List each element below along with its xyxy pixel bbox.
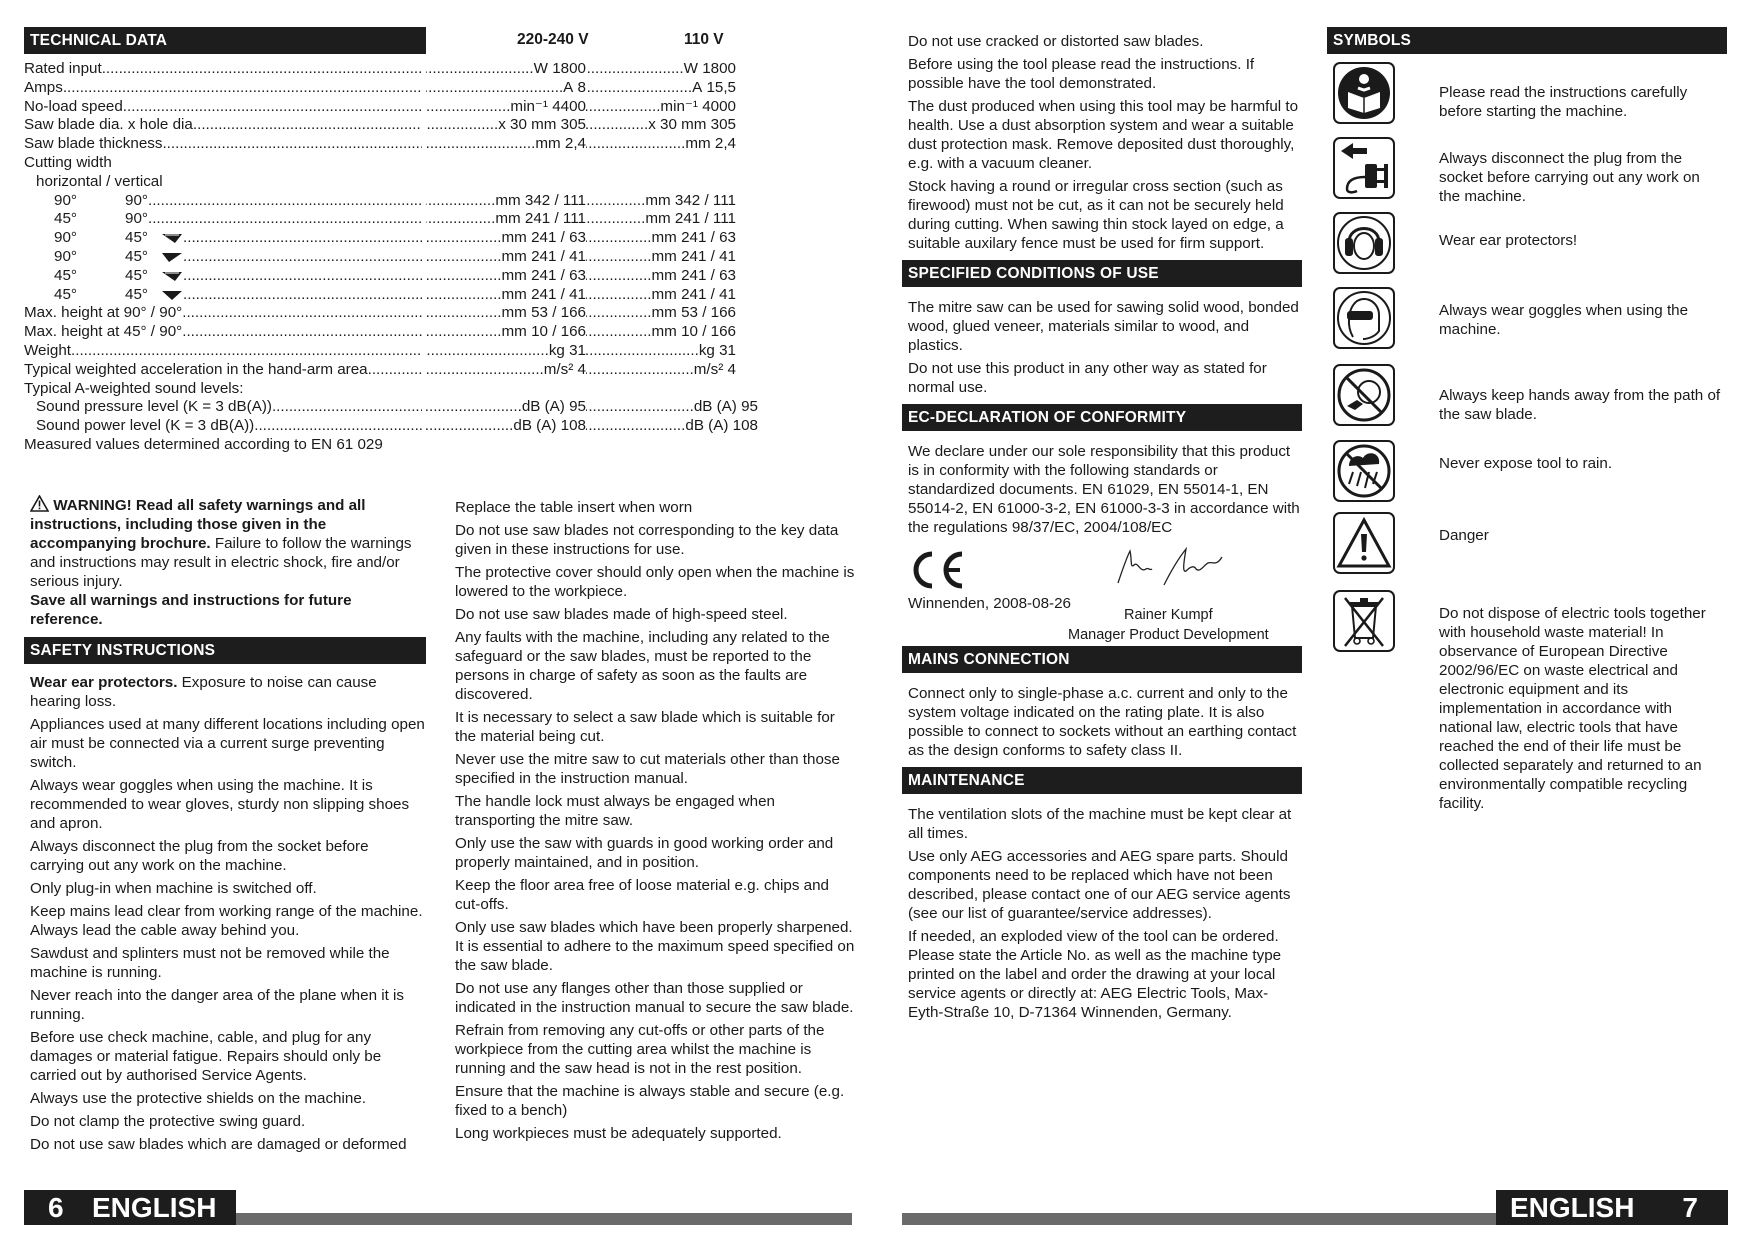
maintenance-item: If needed, an exploded view of the tool can be ordered. Please state the Article No. as well as the machine type printed on the label and order the drawing at your local service agents or directly at: AEG Electric Tools, Max-Eyth-Straße 10, D-71364 Winnenden, Germany.: [908, 928, 1282, 1021]
safety-item: Never reach into the danger area of the plane when it is running.: [30, 987, 405, 1023]
tech-row: Sound pressure level (K = 3 dB(A)) ..... 95 dB (A) ..... 95 dB (A) .....: [24, 398, 764, 417]
safety-item: Keep mains lead clear from working range of the machine. Always lead the cable away behind you.: [30, 903, 423, 939]
angle-row: 45° 45° ..... 63 / 241 mm ..... 63 / 241 mm .....: [24, 267, 764, 286]
signer-role: Manager Product Development: [1068, 627, 1269, 643]
tech-row: Typical weighted acceleration in the hand-arm area ..... 4 m/s² ..... 4 m/s² .....: [24, 361, 764, 380]
technical-data-section: [24, 27, 764, 455]
maintenance-item: Use only AEG accessories and AEG spare parts. Should components need to be replaced which have not been described, please contact one of our AEG service agents (see our list of guarantee/service addresses).: [908, 848, 1291, 922]
bevel-right-icon: [161, 251, 183, 263]
safety-item: It is necessary to select a saw blade which is suitable for the material being cut.: [455, 709, 835, 745]
safety-item: Sawdust and splinters must not be removed while the machine is running.: [30, 945, 390, 981]
voltage-col1-head: 220-240 V: [517, 31, 589, 48]
maintenance-item: The ventilation slots of the machine must be kept clear at all times.: [908, 806, 1292, 842]
safety-section: [24, 495, 426, 1158]
safety-item: Do not use saw blades not corresponding to the key data given in these instructions for use.: [455, 522, 839, 558]
symbol-item: [1327, 287, 1727, 364]
bevel-left-icon: [161, 270, 183, 282]
danger-icon: [1333, 512, 1395, 574]
language-label: ENGLISH: [92, 1192, 217, 1223]
ce-mark-icon: [908, 549, 968, 591]
warning-triangle-icon: [30, 495, 49, 512]
footer-right: [902, 1190, 1728, 1225]
right-page-main-column: [902, 32, 1302, 1026]
angle-row: 45° 90° ..... 111 / 241 mm ..... 111 / 241 mm .....: [24, 210, 764, 229]
footer-label-box: [1496, 1190, 1728, 1225]
safety-item: Appliances used at many different locations including open air must be connected via a current surge preventing switch.: [30, 716, 425, 771]
signature-block: [902, 543, 1302, 643]
safety-item: Do not use any flanges other than those supplied or indicated in the instruction manual to secure the saw blade.: [455, 980, 854, 1016]
safety-item: Do not use saw blades which are damaged or deformed: [30, 1136, 407, 1153]
safety-item: Do not use cracked or distorted saw blades.: [908, 33, 1204, 50]
symbol-text: Always wear goggles when using the machine.: [1439, 302, 1689, 338]
signature-image: [1112, 543, 1232, 591]
maintenance-title: MAINTENANCE: [902, 767, 1302, 794]
safety-item: The handle lock must always be engaged when transporting the mitre saw.: [455, 793, 775, 829]
angle-row: 90° 45° ..... 41 / 241 mm ..... 41 / 241 mm .....: [24, 248, 764, 267]
mains-connection-text: Connect only to single-phase a.c. current and only to the system voltage indicated on the rating plate. It is also possible to connect to sockets without an earthing contact as the design conforms to safety class II.: [908, 685, 1297, 759]
safety-item: Always disconnect the plug from the socket before carrying out any work on the machine.: [30, 838, 369, 874]
symbol-item: [1327, 590, 1727, 812]
safety-item: Before use check machine, cable, and plug for any damages or material fatigue. Repairs should only be carried out by authorised Service Agents.: [30, 1029, 382, 1084]
safety-item: Long workpieces must be adequately supported.: [455, 1125, 782, 1142]
ec-declaration-text: We declare under our sole responsibility that this product is in conformity with the following standards or standardized documents. EN 61029, EN 55014-1, EN 55014-2, EN 61000-3-2, EN 61000-3-3 in accordance with the regulations 98/37/EC, 2004/108/EC: [908, 443, 1300, 536]
tech-row: Weight ..... 31 kg ..... 31 kg .....: [24, 342, 764, 361]
specified-conditions-title: SPECIFIED CONDITIONS OF USE: [902, 260, 1302, 287]
ec-declaration-title: EC-DECLARATION OF CONFORMITY: [902, 404, 1302, 431]
footer-left: [24, 1190, 852, 1225]
symbol-item: [1327, 512, 1727, 590]
tech-row: Sound power level (K = 3 dB(A)) ..... 108 dB (A) ..... 108 dB (A) .....: [24, 417, 764, 436]
mains-connection-title: MAINS CONNECTION: [902, 646, 1302, 673]
tech-row: Rated input ..... 1800 W ..... 1800 W .....: [24, 60, 764, 79]
tech-row: Saw blade thickness ..... 2,4 mm ..... 2,4 mm .....: [24, 135, 764, 154]
symbol-item: [1327, 212, 1727, 287]
angle-row: 90° 90° ..... 111 / 342 mm ..... 111 / 342 mm .....: [24, 192, 764, 211]
no-rain-icon: [1333, 440, 1395, 502]
sound-levels-label: Typical A-weighted sound levels:: [24, 379, 244, 397]
symbol-text: Always keep hands away from the path of the saw blade.: [1439, 387, 1721, 423]
bevel-right-icon: [161, 289, 183, 301]
safety-instructions-title: SAFETY INSTRUCTIONS: [24, 637, 426, 664]
symbol-item: [1327, 440, 1727, 512]
page-number: 6: [48, 1192, 64, 1223]
safety-item: Refrain from removing any cut-offs or other parts of the workpiece from the cutting area whilst the machine is running and the saw head is not in the rest position.: [455, 1022, 825, 1077]
safety-item: Always wear goggles when using the machine. It is recommended to wear gloves, sturdy non slipping shoes and apron.: [30, 777, 410, 832]
safety-item: Any faults with the machine, including any related to the safeguard or the saw blades, must be reported to the persons in charge of safety as soon as the faults are discovered.: [455, 629, 830, 703]
page-number: 7: [1682, 1192, 1698, 1223]
safety-item: Keep the floor area free of loose material e.g. chips and cut-offs.: [455, 877, 830, 913]
angle-row: 45° 45° ..... 41 / 241 mm ..... 41 / 241 mm .....: [24, 286, 764, 305]
safety-item: The dust produced when using this tool may be harmful to health. Use a dust absorption system and wear a suitable dust protection mask. Remove deposited dust thoroughly, e.g. with a vacuum cleaner.: [908, 98, 1299, 172]
read-manual-icon: [1333, 62, 1395, 124]
angle-row: 90° 45° ..... 63 / 241 mm ..... 63 / 241 mm .....: [24, 229, 764, 248]
safety-item: Never use the mitre saw to cut materials other than those specified in the instruction manual.: [455, 751, 840, 787]
symbol-item: [1327, 62, 1727, 137]
footer-label-box: [24, 1190, 236, 1225]
warning-block: WARNING! Read all safety warnings and all instructions, including those given in the accompanying brochure. Failure to follow the warnings and instructions may result in electric shock, fire and/or serious injury. Save all warnings and instructions for future reference.: [30, 497, 412, 628]
specified-item: Do not use this product in any other way as stated for normal use.: [908, 360, 1267, 396]
hands-away-icon: [1333, 364, 1395, 426]
symbol-text: Never expose tool to rain.: [1439, 455, 1613, 472]
measured-note: Measured values determined according to EN 61 029: [24, 435, 383, 453]
safety-item: Do not clamp the protective swing guard.: [30, 1113, 306, 1130]
symbols-title: SYMBOLS: [1327, 27, 1727, 54]
safety-item: Ensure that the machine is always stable and secure (e.g. fixed to a bench): [455, 1083, 845, 1119]
language-label: ENGLISH: [1510, 1192, 1635, 1223]
safety-item: Only use the saw with guards in good working order and properly maintained, and in position.: [455, 835, 834, 871]
unplug-icon: [1333, 137, 1395, 199]
safety-item: Wear ear protectors. Exposure to noise can cause hearing loss.: [30, 674, 377, 710]
tech-row: Amps ..... 8 A ..... 15,5 A .....: [24, 79, 764, 98]
weee-bin-icon: [1333, 590, 1395, 652]
signer-name: Rainer Kumpf: [1124, 607, 1213, 623]
safety-item: Only plug-in when machine is switched off.: [30, 880, 317, 897]
symbol-text: Danger: [1439, 527, 1489, 544]
safety-continued-column: [455, 498, 855, 1147]
tech-row: No-load speed ..... 4400 min⁻¹ ..... 4000 min⁻¹ .....: [24, 98, 764, 117]
tech-row: Max. height at 90° / 90° ..... 166 / 53 mm ..... 166 / 53 mm .....: [24, 304, 764, 323]
symbol-text: Always disconnect the plug from the socket before carrying out any work on the machine.: [1439, 150, 1700, 205]
safety-item: Replace the table insert when worn: [455, 499, 693, 516]
technical-data-title: TECHNICAL DATA: [24, 27, 426, 54]
voltage-col2-head: 110 V: [684, 31, 724, 48]
symbol-item: [1327, 137, 1727, 212]
specified-item: The mitre saw can be used for sawing solid wood, bonded wood, glued veneer, materials similar to wood, and plastics.: [908, 299, 1299, 354]
tech-row: Saw blade dia. x hole dia. ..... 305 x 30 mm ..... 305 x 30 mm .....: [24, 116, 764, 135]
symbols-section: [1327, 27, 1727, 812]
tech-row: Max. height at 45° / 90° ..... 166 / 10 mm ..... 166 / 10 mm .....: [24, 323, 764, 342]
safety-item: The protective cover should only open when the machine is lowered to the workpiece.: [455, 564, 855, 600]
safety-item: Stock having a round or irregular cross section (such as firewood) must not be cut, as it can not be securely held during cutting. When sawing thin stock layed on edge, a suitable auxilary fence must be used for firm support.: [908, 178, 1284, 252]
safety-item: Always use the protective shields on the machine.: [30, 1090, 366, 1107]
safety-item: Before using the tool please read the instructions. If possible have the tool demonstrated.: [908, 56, 1255, 92]
horizontal-vertical-label: horizontal / vertical: [36, 172, 163, 190]
symbol-text: Do not dispose of electric tools together with household waste material! In observance of European Directive 2002/96/EC on waste electrical and electronic equipment and its implementation in accordance with national law, electric tools that have reached the end of their life must be collected separately and returned to an environmentally compatible recycling facility.: [1439, 605, 1706, 812]
cutting-width-label: Cutting width: [24, 153, 112, 171]
place-date: Winnenden, 2008-08-26: [908, 595, 1071, 612]
safety-item: Do not use saw blades made of high-speed steel.: [455, 606, 788, 623]
symbol-text: Please read the instructions carefully before starting the machine.: [1439, 84, 1688, 120]
bevel-left-icon: [161, 232, 183, 244]
symbol-item: [1327, 364, 1727, 440]
goggles-icon: [1333, 287, 1395, 349]
safety-item: Only use saw blades which have been properly sharpened. It is essential to adhere to the maximum speed specified on the saw blade.: [455, 919, 855, 974]
ear-protector-icon: [1333, 212, 1395, 274]
symbol-text: Wear ear protectors!: [1439, 232, 1578, 249]
